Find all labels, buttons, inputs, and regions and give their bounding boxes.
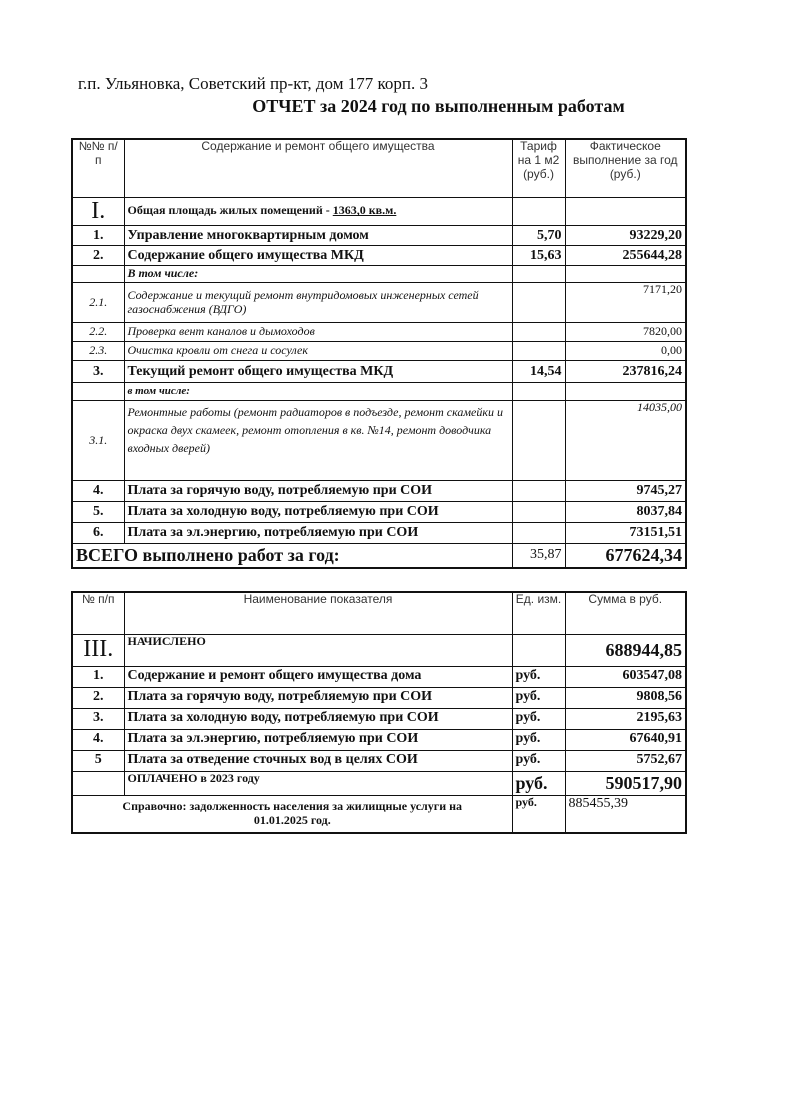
paid-amount: 590517,90 bbox=[565, 771, 686, 795]
empty-cell bbox=[512, 502, 565, 523]
col-num-header: №№ п/п bbox=[72, 139, 124, 197]
table-row bbox=[72, 750, 686, 771]
total-tariff: 35,87 bbox=[512, 544, 565, 568]
section-label: Общая площадь жилых помещений - 1363,0 кв.м. bbox=[124, 197, 512, 226]
row-label: Плата за горячую воду, потребляемую при СОИ bbox=[124, 481, 512, 502]
col-sum-header: Сумма в руб. bbox=[565, 592, 686, 634]
row-unit: руб. bbox=[512, 750, 565, 771]
row-num: 2.2. bbox=[72, 323, 124, 342]
row-num: 1. bbox=[72, 666, 124, 687]
row-tariff: 5,70 bbox=[512, 226, 565, 246]
row-num: 2.1. bbox=[72, 283, 124, 323]
table-row bbox=[72, 246, 686, 266]
table-header-row bbox=[72, 139, 686, 197]
empty-cell bbox=[72, 771, 124, 795]
row-num: 1. bbox=[72, 226, 124, 246]
row-label: Плата за отведение сточных вод в целях СОИ bbox=[124, 750, 512, 771]
row-unit: руб. bbox=[512, 708, 565, 729]
row-num: 2.3. bbox=[72, 342, 124, 361]
row-amount: 2195,63 bbox=[565, 708, 686, 729]
row-num: 2. bbox=[72, 687, 124, 708]
row-num: 3. bbox=[72, 361, 124, 383]
empty-cell bbox=[512, 342, 565, 361]
row-label: Очистка кровли от снега и сосулек bbox=[124, 342, 512, 361]
empty-cell bbox=[512, 383, 565, 401]
section-label: НАЧИСЛЕНО bbox=[124, 634, 512, 666]
col-actual-header: Фактическое выполнение за год (руб.) bbox=[565, 139, 686, 197]
table-row bbox=[72, 266, 686, 283]
section-roman: III. bbox=[72, 634, 124, 666]
area-value: 1363,0 кв.м. bbox=[332, 203, 397, 218]
empty-cell bbox=[512, 283, 565, 323]
row-label: Текущий ремонт общего имущества МКД bbox=[124, 361, 512, 383]
row-label: Плата за холодную воду, потребляемую при СОИ bbox=[124, 708, 512, 729]
row-unit: руб. bbox=[512, 687, 565, 708]
row-amount: 255644,28 bbox=[565, 246, 686, 266]
row-unit: руб. bbox=[512, 666, 565, 687]
row-label: Плата за холодную воду, потребляемую при СОИ bbox=[124, 502, 512, 523]
col-unit-header: Ед. изм. bbox=[512, 592, 565, 634]
empty-cell bbox=[565, 197, 686, 226]
row-tariff: 15,63 bbox=[512, 246, 565, 266]
row-label: Содержание и ремонт общего имущества дома bbox=[124, 666, 512, 687]
row-unit: руб. bbox=[512, 729, 565, 750]
row-amount: 14035,00 bbox=[565, 401, 686, 481]
col-name-header: Наименование показателя bbox=[124, 592, 512, 634]
row-num: 6. bbox=[72, 523, 124, 544]
row-amount: 9808,56 bbox=[565, 687, 686, 708]
row-amount: 93229,20 bbox=[565, 226, 686, 246]
row-num: 3. bbox=[72, 708, 124, 729]
row-label: Плата за горячую воду, потребляемую при СОИ bbox=[124, 687, 512, 708]
empty-cell bbox=[512, 197, 565, 226]
report-title: ОТЧЕТ за 2024 год по выполненным работам bbox=[252, 96, 625, 116]
table-row bbox=[72, 729, 686, 750]
works-table bbox=[71, 138, 687, 569]
row-amount: 67640,91 bbox=[565, 729, 686, 750]
row-label: Плата за эл.энергию, потребляемую при СОИ bbox=[124, 523, 512, 544]
empty-cell bbox=[512, 481, 565, 502]
col-tariff-header: Тариф на 1 м2 (руб.) bbox=[512, 139, 565, 197]
row-label: Проверка вент каналов и дымоходов bbox=[124, 323, 512, 342]
table-row bbox=[72, 523, 686, 544]
table-row bbox=[72, 342, 686, 361]
row-amount: 603547,08 bbox=[565, 666, 686, 687]
row-label: В том числе: bbox=[124, 266, 512, 283]
row-label: Содержание и текущий ремонт внутридомовых инженерных сетей газоснабжения (ВДГО) bbox=[124, 283, 512, 323]
row-amount: 5752,67 bbox=[565, 750, 686, 771]
row-num: 4. bbox=[72, 481, 124, 502]
table-row bbox=[72, 226, 686, 246]
row-tariff: 14,54 bbox=[512, 361, 565, 383]
total-row bbox=[72, 544, 686, 568]
row-num: 3.1. bbox=[72, 401, 124, 481]
empty-cell bbox=[512, 634, 565, 666]
row-label: Плата за эл.энергию, потребляемую при СОИ bbox=[124, 729, 512, 750]
paid-row bbox=[72, 771, 686, 795]
table-header-row bbox=[72, 592, 686, 634]
row-num: 4. bbox=[72, 729, 124, 750]
table-row bbox=[72, 666, 686, 687]
empty-cell bbox=[565, 383, 686, 401]
col-content-header: Содержание и ремонт общего имущества bbox=[124, 139, 512, 197]
note-unit: руб. bbox=[512, 795, 565, 833]
row-label: Содержание общего имущества МКД bbox=[124, 246, 512, 266]
paid-unit: руб. bbox=[512, 771, 565, 795]
row-num: 5. bbox=[72, 502, 124, 523]
table-row bbox=[72, 361, 686, 383]
row-label: в том числе: bbox=[124, 383, 512, 401]
table-row bbox=[72, 283, 686, 323]
row-num: 5 bbox=[72, 750, 124, 771]
note-label: Справочно: задолженность населения за жилищные услуги на 01.01.2025 год. bbox=[72, 795, 512, 833]
note-amount: 885455,39 bbox=[565, 795, 686, 833]
section-amount: 688944,85 bbox=[565, 634, 686, 666]
row-amount: 0,00 bbox=[565, 342, 686, 361]
table-row bbox=[72, 401, 686, 481]
table-row bbox=[72, 383, 686, 401]
table-row bbox=[72, 481, 686, 502]
row-amount: 7171,20 bbox=[565, 283, 686, 323]
row-amount: 237816,24 bbox=[565, 361, 686, 383]
empty-cell bbox=[512, 401, 565, 481]
paid-label: ОПЛАЧЕНО в 2023 году bbox=[124, 771, 512, 795]
row-label: Управление многоквартирным домом bbox=[124, 226, 512, 246]
address-line: г.п. Ульяновка, Советский пр-кт, дом 177 корп. 3 bbox=[78, 74, 428, 93]
row-num bbox=[72, 383, 124, 401]
row-amount: 8037,84 bbox=[565, 502, 686, 523]
section-roman: I. bbox=[72, 197, 124, 226]
table-row bbox=[72, 323, 686, 342]
row-amount: 9745,27 bbox=[565, 481, 686, 502]
row-num bbox=[72, 266, 124, 283]
empty-cell bbox=[512, 523, 565, 544]
empty-cell bbox=[512, 323, 565, 342]
row-num: 2. bbox=[72, 246, 124, 266]
table-row bbox=[72, 502, 686, 523]
table-row bbox=[72, 687, 686, 708]
row-amount: 7820,00 bbox=[565, 323, 686, 342]
empty-cell bbox=[512, 266, 565, 283]
col-num-header: № п/п bbox=[72, 592, 124, 634]
section-row bbox=[72, 197, 686, 226]
row-label: Ремонтные работы (ремонт радиаторов в подъезде, ремонт скамейки и окраска двух скамеек, ремонт отопления в кв. №14, ремонт доводчика входных дверей) bbox=[124, 401, 512, 481]
note-row bbox=[72, 795, 686, 833]
total-label: ВСЕГО выполнено работ за год: bbox=[72, 544, 512, 568]
total-amount: 677624,34 bbox=[565, 544, 686, 568]
row-amount: 73151,51 bbox=[565, 523, 686, 544]
charges-table bbox=[71, 591, 687, 834]
section-row bbox=[72, 634, 686, 666]
table-row bbox=[72, 708, 686, 729]
empty-cell bbox=[565, 266, 686, 283]
